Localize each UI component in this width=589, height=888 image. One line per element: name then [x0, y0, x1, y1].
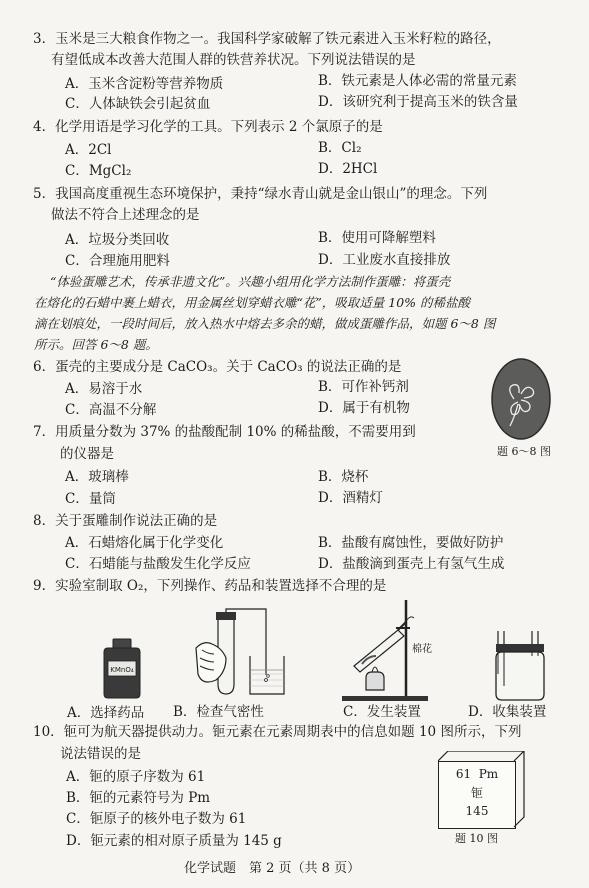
q10-stem-line1: 10．钷可为航天器提供动力。钷元素在元素周期表中的信息如题 10 图所示，下列: [33, 724, 522, 740]
q5-option-b: B．使用可降解塑料: [318, 230, 436, 246]
q3-stem-line2: 有望低成本改善大范围人群的铁营养状况。下列说法错误的是: [51, 52, 416, 68]
q7-option-a: A．玻璃棒: [65, 469, 129, 485]
atomic-mass: 145: [465, 804, 489, 818]
q6-option-b: B．可作补钙剂: [318, 379, 409, 395]
q9-stem: 9．实验室制取 O₂，下列操作、药品和装置选择不合理的是: [33, 578, 387, 594]
gas-collecting-bottle-figure: [488, 626, 554, 702]
q10-option-c: C．钷原子的核外电子数为 61: [66, 811, 247, 827]
passage-line4: 所示。回答 6～8 题。: [34, 337, 158, 352]
q4-option-d: D．2HCl: [318, 161, 378, 177]
q9-option-b: B．检查气密性: [173, 704, 264, 720]
passage-line1: “体验蛋雕艺术，传承非遗文化”。兴趣小组用化学方法制作蛋雕：将蛋壳: [50, 274, 451, 289]
passage-line3: 滴在划痕处，一段时间后，放入热水中熔去多余的蜡，做成蛋雕作品，如题 6～8 图: [34, 316, 496, 331]
q7-stem-line1: 7．用质量分数为 37% 的盐酸配制 10% 的稀盐酸，不需要用到: [33, 424, 416, 440]
q7-option-c: C．量筒: [65, 491, 116, 507]
q6-option-a: A．易溶于水: [65, 381, 143, 397]
q5-stem-line1: 5．我国高度重视生态环境保护，秉持“绿水青山就是金山银山”的理念。下列: [33, 186, 488, 202]
q8-option-d: D．盐酸滴到蛋壳上有氢气生成: [318, 556, 505, 572]
element-cell-depth: [438, 751, 528, 831]
element-figure-caption: 题 10 图: [455, 832, 498, 845]
q7-option-b: B．烧杯: [318, 469, 369, 485]
q8-option-a: A．石蜡熔化属于化学变化: [65, 535, 224, 551]
gas-generating-apparatus-figure: [326, 598, 436, 702]
reagent-bottle-figure: [96, 636, 150, 700]
q7-stem-line2: 的仪器是: [60, 446, 114, 462]
atomic-number: 61: [455, 767, 472, 781]
q4-option-b: B．Cl₂: [318, 140, 362, 156]
element-name: 钷: [470, 786, 483, 800]
q9-option-d: D．收集装置: [468, 704, 547, 720]
cotton-label: 棉花: [412, 644, 432, 655]
q6-option-c: C．高温不分解: [65, 402, 157, 418]
q4-stem: 4．化学用语是学习化学的工具。下列表示 2 个氯原子的是: [33, 119, 383, 135]
bottle-label: KMnO₄: [110, 666, 134, 674]
q7-option-d: D．酒精灯: [318, 490, 383, 506]
q5-option-c: C．合理施用肥料: [65, 253, 170, 269]
q9-option-c: C．发生装置: [343, 704, 421, 720]
q10-option-b: B．钷的元素符号为 Pm: [66, 790, 211, 806]
q3-option-a: A．玉米含淀粉等营养物质: [65, 76, 224, 92]
carved-egg-figure: [488, 356, 554, 442]
q8-option-b: B．盐酸有腐蚀性，要做好防护: [318, 535, 504, 551]
q8-option-c: C．石蜡能与盐酸发生化学反应: [65, 556, 251, 572]
page-footer: 化学试题 第 2 页（共 8 页）: [184, 861, 361, 876]
q3-stem-line1: 3．玉米是三大粮食作物之一。我国科学家破解了铁元素进入玉米籽粒的路径，: [33, 31, 501, 47]
q6-option-d: D．属于有机物: [318, 400, 410, 416]
q4-option-a: A．2Cl: [65, 142, 112, 158]
q5-option-d: D．工业废水直接排放: [318, 252, 451, 268]
q3-option-c: C．人体缺铁会引起贫血: [65, 96, 211, 112]
passage-line2: 在熔化的石蜡中裹上蜡衣，用金属丝划穿蜡衣雕“花”，吸取适量 10% 的稀盐酸: [34, 295, 471, 310]
element-symbol: Pm: [478, 767, 499, 781]
q10-option-a: A．钷的原子序数为 61: [66, 769, 206, 785]
q4-option-c: C．MgCl₂: [65, 163, 132, 179]
egg-figure-caption: 题 6～8 图: [497, 445, 551, 458]
airtightness-check-figure: [188, 606, 292, 702]
q6-stem: 6．蛋壳的主要成分是 CaCO₃。关于 CaCO₃ 的说法正确的是: [33, 359, 402, 375]
q3-option-d: D．该研究利于提高玉米的铁含量: [318, 94, 518, 110]
q10-option-d: D．钷元素的相对原子质量为 145 g: [66, 833, 282, 849]
q3-option-b: B．铁元素是人体必需的常量元素: [318, 73, 517, 89]
q10-stem-line2: 说法错误的是: [60, 746, 141, 762]
q5-stem-line2: 做法不符合上述理念的是: [51, 207, 200, 223]
q9-option-a: A．选择药品: [67, 705, 145, 721]
q5-option-a: A．垃圾分类回收: [65, 232, 170, 248]
q8-stem: 8．关于蛋雕制作说法正确的是: [33, 513, 218, 529]
